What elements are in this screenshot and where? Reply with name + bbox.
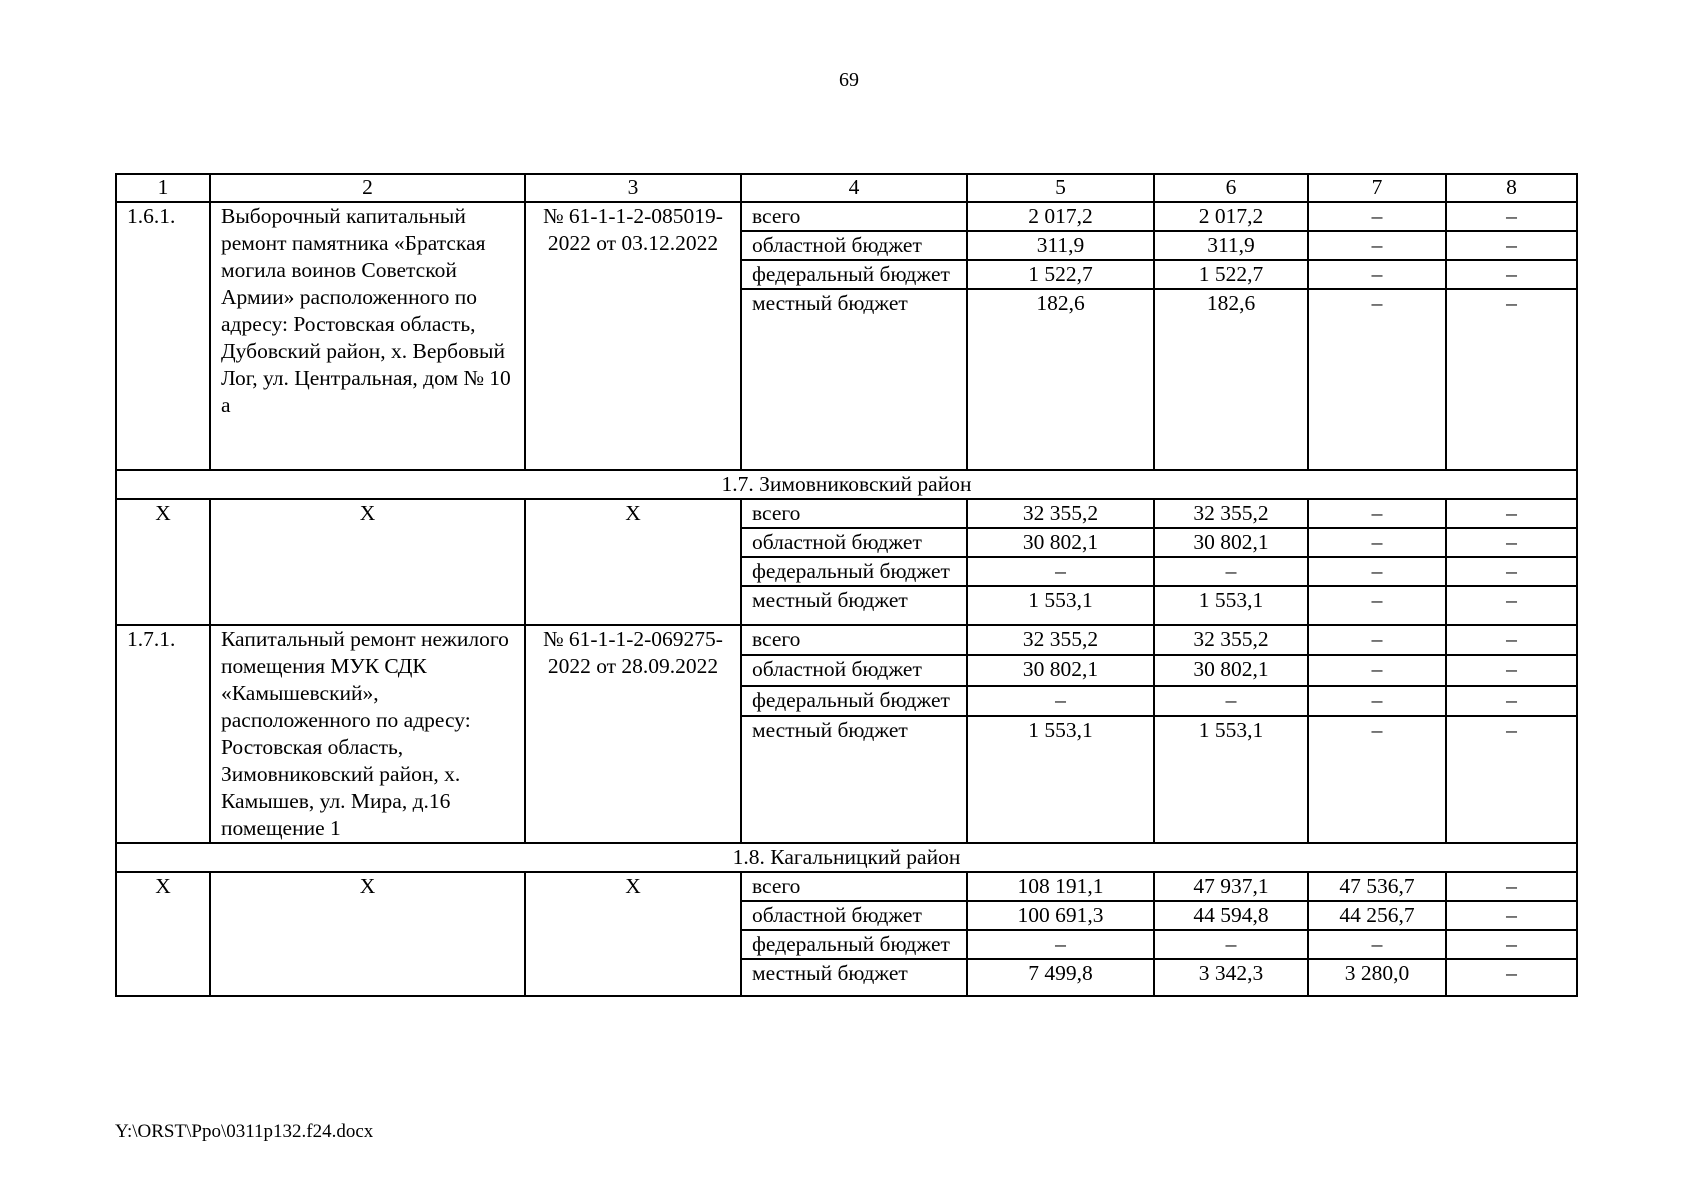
value-cell: 1 553,1 <box>1154 586 1308 625</box>
budget-source: федеральный бюджет <box>741 557 967 586</box>
table-row <box>116 625 1577 655</box>
budget-source: местный бюджет <box>741 716 967 843</box>
value-cell: – <box>1446 557 1577 586</box>
value-cell: 47 937,1 <box>1154 872 1308 901</box>
column-header: 6 <box>1154 174 1308 202</box>
value-cell: – <box>1446 930 1577 959</box>
value-cell: 32 355,2 <box>967 625 1154 655</box>
table-row <box>116 872 1577 901</box>
value-cell: – <box>1154 930 1308 959</box>
budget-source: областной бюджет <box>741 901 967 930</box>
value-cell: – <box>1446 202 1577 231</box>
value-cell: – <box>1308 930 1446 959</box>
value-cell: – <box>1308 557 1446 586</box>
budget-source: местный бюджет <box>741 289 967 470</box>
value-cell: – <box>1308 289 1446 470</box>
value-cell: 2 017,2 <box>967 202 1154 231</box>
value-cell: – <box>1446 260 1577 289</box>
value-cell: 32 355,2 <box>1154 499 1308 528</box>
value-cell: 3 280,0 <box>1308 959 1446 996</box>
value-cell: – <box>1308 686 1446 716</box>
registration-number: № 61-1-1-2-085019-2022 от 03.12.2022 <box>525 202 741 470</box>
value-cell: – <box>1446 231 1577 260</box>
budget-source: всего <box>741 499 967 528</box>
registration-number: Х <box>525 499 741 625</box>
value-cell: – <box>1446 686 1577 716</box>
value-cell: 30 802,1 <box>1154 655 1308 685</box>
budget-source: федеральный бюджет <box>741 686 967 716</box>
budget-source: федеральный бюджет <box>741 260 967 289</box>
value-cell: – <box>1446 716 1577 843</box>
value-cell: 1 553,1 <box>967 586 1154 625</box>
value-cell: 7 499,8 <box>967 959 1154 996</box>
value-cell: – <box>1308 586 1446 625</box>
value-cell: – <box>1308 528 1446 557</box>
row-number: Х <box>116 499 210 625</box>
value-cell: – <box>1308 231 1446 260</box>
value-cell: 182,6 <box>1154 289 1308 470</box>
table-row <box>116 202 1577 231</box>
value-cell: – <box>1308 260 1446 289</box>
section-row <box>116 843 1577 872</box>
value-cell: 32 355,2 <box>1154 625 1308 655</box>
registration-number: № 61-1-1-2-069275-2022 от 28.09.2022 <box>525 625 741 843</box>
value-cell: 182,6 <box>967 289 1154 470</box>
value-cell: 3 342,3 <box>1154 959 1308 996</box>
row-number: 1.7.1. <box>116 625 210 843</box>
budget-table <box>115 173 1578 997</box>
value-cell: – <box>1446 901 1577 930</box>
table-row <box>116 499 1577 528</box>
value-cell: 108 191,1 <box>967 872 1154 901</box>
value-cell: – <box>1308 716 1446 843</box>
object-name: Х <box>210 872 525 996</box>
value-cell: – <box>1446 625 1577 655</box>
row-number: Х <box>116 872 210 996</box>
value-cell: – <box>1446 586 1577 625</box>
registration-number: Х <box>525 872 741 996</box>
column-header: 2 <box>210 174 525 202</box>
value-cell: – <box>967 686 1154 716</box>
value-cell: – <box>967 930 1154 959</box>
page-number: 69 <box>839 69 859 91</box>
value-cell: – <box>1154 557 1308 586</box>
file-path: Y:\ORST\Ppo\0311p132.f24.docx <box>115 1121 374 1142</box>
value-cell: – <box>1446 655 1577 685</box>
value-cell: 44 256,7 <box>1308 901 1446 930</box>
budget-source: областной бюджет <box>741 231 967 260</box>
budget-source: всего <box>741 202 967 231</box>
value-cell: 311,9 <box>1154 231 1308 260</box>
column-header: 1 <box>116 174 210 202</box>
column-header: 5 <box>967 174 1154 202</box>
budget-source: местный бюджет <box>741 959 967 996</box>
budget-source: местный бюджет <box>741 586 967 625</box>
value-cell: 1 553,1 <box>967 716 1154 843</box>
column-header: 7 <box>1308 174 1446 202</box>
budget-source: федеральный бюджет <box>741 930 967 959</box>
value-cell: 2 017,2 <box>1154 202 1308 231</box>
value-cell: 30 802,1 <box>967 528 1154 557</box>
budget-source: областной бюджет <box>741 528 967 557</box>
value-cell: 30 802,1 <box>967 655 1154 685</box>
value-cell: 30 802,1 <box>1154 528 1308 557</box>
value-cell: 47 536,7 <box>1308 872 1446 901</box>
value-cell: 1 553,1 <box>1154 716 1308 843</box>
value-cell: – <box>1446 959 1577 996</box>
section-title: 1.7. Зимовниковский район <box>116 470 1577 499</box>
value-cell: – <box>1154 686 1308 716</box>
section-row <box>116 470 1577 499</box>
row-number: 1.6.1. <box>116 202 210 470</box>
budget-source: всего <box>741 872 967 901</box>
column-header: 4 <box>741 174 967 202</box>
value-cell: 311,9 <box>967 231 1154 260</box>
column-header: 3 <box>525 174 741 202</box>
value-cell: – <box>1446 528 1577 557</box>
value-cell: – <box>1308 655 1446 685</box>
value-cell: – <box>1446 289 1577 470</box>
value-cell: – <box>1446 499 1577 528</box>
value-cell: 1 522,7 <box>1154 260 1308 289</box>
value-cell: – <box>967 557 1154 586</box>
value-cell: – <box>1308 202 1446 231</box>
budget-source: областной бюджет <box>741 655 967 685</box>
object-name: Капитальный ремонт нежилого помещения МУК СДК «Камышевский», расположенного по адресу: Ростовская область, Зимовниковский район, х. Камышев, ул. Мира, д.16 помещение 1 <box>210 625 525 843</box>
value-cell: 44 594,8 <box>1154 901 1308 930</box>
value-cell: 32 355,2 <box>967 499 1154 528</box>
value-cell: – <box>1308 625 1446 655</box>
budget-source: всего <box>741 625 967 655</box>
section-title: 1.8. Кагальницкий район <box>116 843 1577 872</box>
value-cell: 100 691,3 <box>967 901 1154 930</box>
value-cell: – <box>1308 499 1446 528</box>
object-name: Х <box>210 499 525 625</box>
value-cell: 1 522,7 <box>967 260 1154 289</box>
value-cell: – <box>1446 872 1577 901</box>
column-header: 8 <box>1446 174 1577 202</box>
object-name: Выборочный капитальный ремонт памятника «Братская могила воинов Советской Армии» расположенного по адресу: Ростовская область, Дубовский район, х. Вербовый Лог, ул. Центральная, дом № 10 а <box>210 202 525 470</box>
table-header-row <box>116 174 1577 202</box>
